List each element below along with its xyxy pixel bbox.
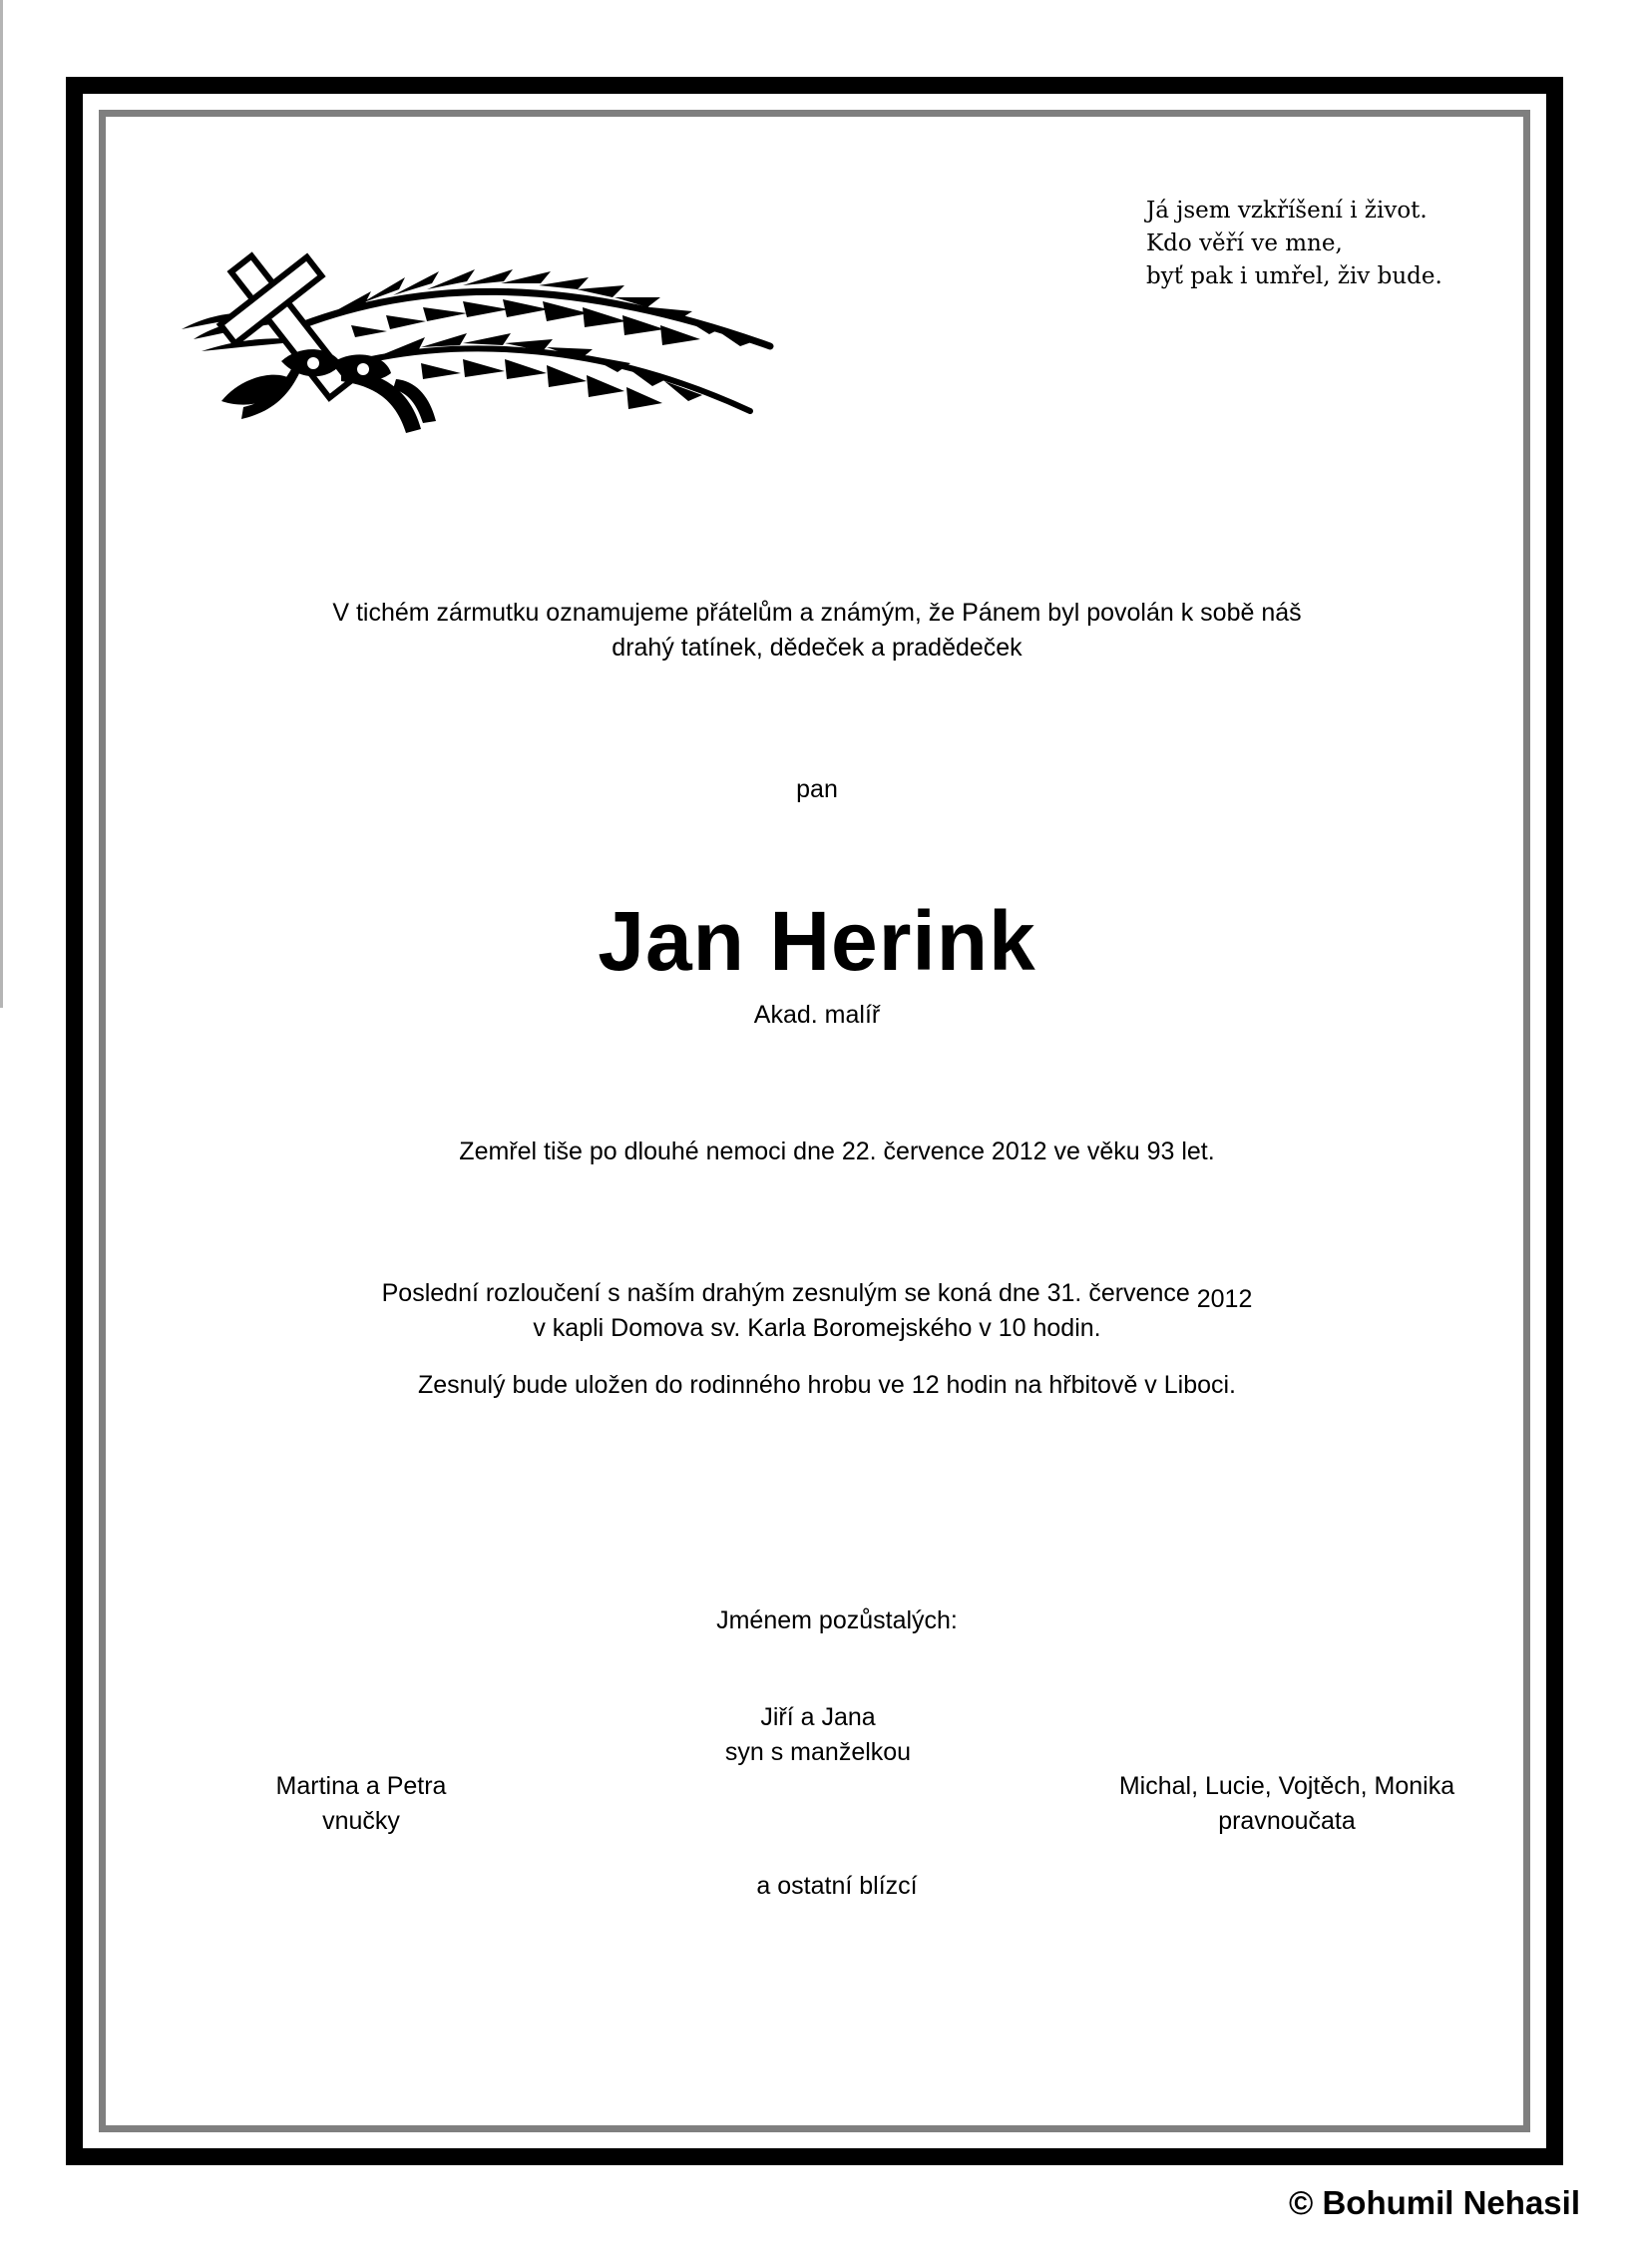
survivor-great-grandchildren-names: Michal, Lucie, Vojtěch, Monika	[1118, 1772, 1455, 1800]
other-relatives: a ostatní blízcí	[756, 1872, 918, 1900]
honorific: pan	[796, 775, 838, 803]
farewell-notice	[150, 1276, 1484, 1346]
announcement-line-1: V tichém zármutku oznamujeme přátelům a známým, že Pánem byl povolán k sobě náš	[332, 599, 1302, 627]
farewell-line-1-text: Poslední rozloučení s naším drahým zesnulým se koná dne 31. července	[381, 1279, 1190, 1307]
survivor-son	[618, 1700, 1018, 1770]
copyright-notice: © Bohumil Nehasil	[1288, 2184, 1580, 2221]
survivor-great-grandchildren-relation: pravnoučata	[1218, 1807, 1356, 1835]
survivor-granddaughters	[211, 1769, 511, 1839]
scan-edge-line	[0, 0, 3, 1008]
survivor-granddaughters-names: Martina a Petra	[275, 1772, 447, 1800]
survivor-great-grandchildren	[1047, 1769, 1526, 1839]
farewell-line-2: v kapli Domova sv. Karla Boromejského v 10 hodin.	[533, 1314, 1101, 1342]
survivor-granddaughters-relation: vnučky	[322, 1807, 400, 1835]
death-notice: Zemřel tiše po dlouhé nemoci dne 22. července 2012 ve věku 93 let.	[459, 1137, 1215, 1165]
survivor-son-names: Jiří a Jana	[760, 1703, 876, 1731]
cross-wheat-ribbon-icon	[182, 251, 780, 443]
behalf-heading: Jménem pozůstalých:	[716, 1606, 958, 1634]
verse-line-2: Kdo věří ve mne,	[1146, 230, 1343, 256]
farewell-year: 2012	[1196, 1285, 1253, 1313]
announcement-line-2: drahý tatínek, dědeček a pradědeček	[612, 634, 1022, 662]
farewell-line-1	[150, 1276, 1484, 1311]
bible-verse	[1146, 195, 1442, 293]
verse-line-3: byť pak i umřel, živ bude.	[1146, 263, 1442, 289]
burial-notice: Zesnulý bude uložen do rodinného hrobu ve 12 hodin na hřbitově v Liboci.	[417, 1371, 1237, 1399]
deceased-name: Jan Herink	[598, 894, 1036, 988]
deceased-title: Akad. malíř	[753, 1001, 881, 1029]
announcement	[150, 596, 1484, 666]
survivor-son-relation: syn s manželkou	[724, 1738, 912, 1766]
verse-line-1: Já jsem vzkříšení i život.	[1146, 198, 1428, 224]
